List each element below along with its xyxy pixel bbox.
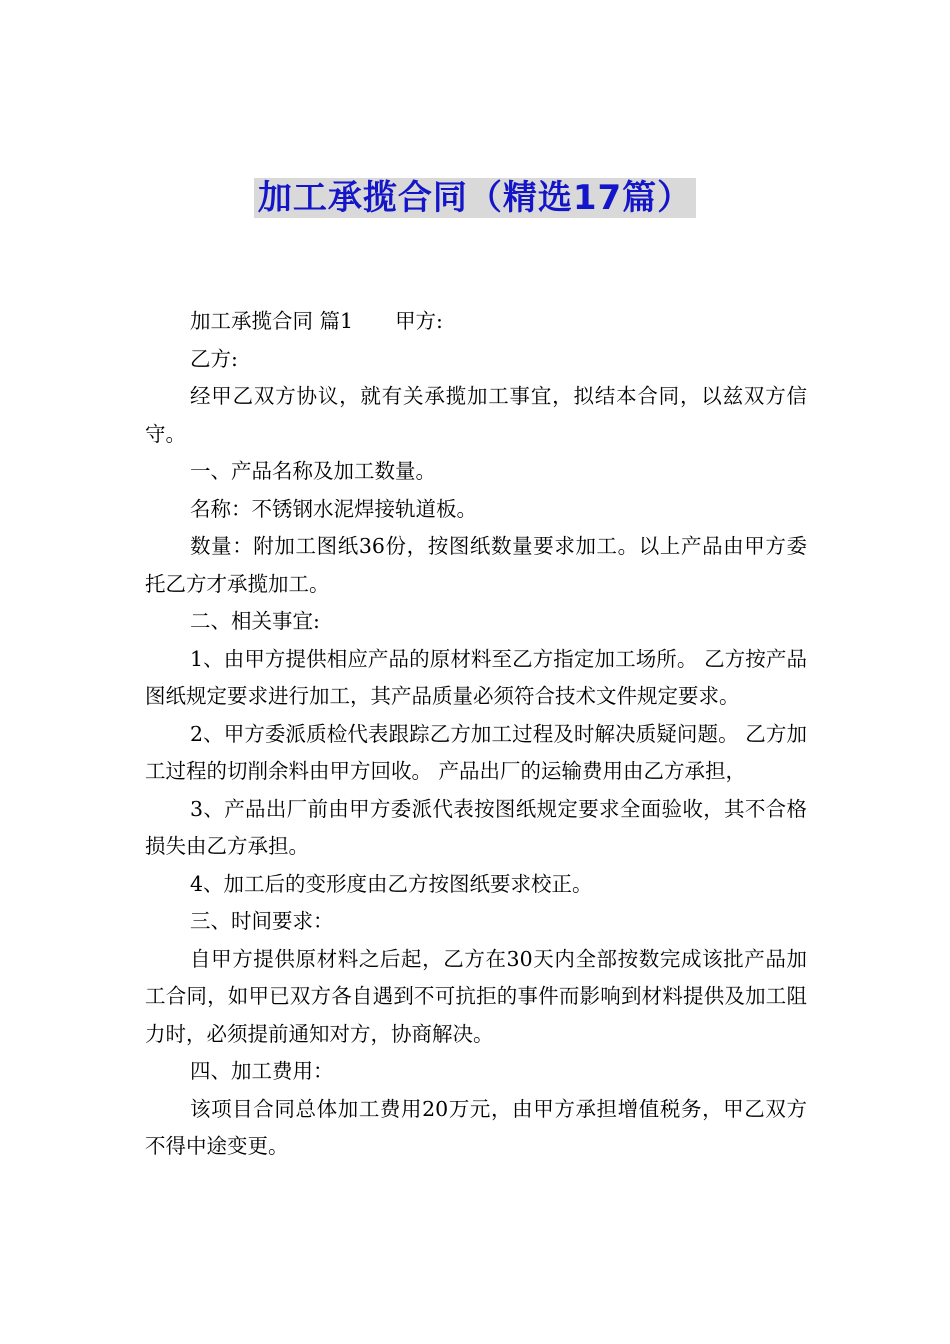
paragraph: 该项目合同总体加工费用20万元，由甲方承担增值税务，甲乙双方不得中途变更。: [145, 1096, 807, 1158]
paragraph: 一、产品名称及加工数量。: [190, 459, 436, 483]
paragraph: 数量：附加工图纸36份，按图纸数量要求加工。以上产品由甲方委托乙方才承揽加工。: [145, 534, 807, 596]
paragraph: 3、产品出厂前由甲方委派代表按图纸规定要求全面验收，其不合格损失由乙方承担。: [145, 796, 807, 858]
document-title: 加工承揽合同（精选17篇）: [254, 178, 696, 218]
paragraph: 4、加工后的变形度由乙方按图纸要求校正。: [190, 871, 593, 896]
section-heading: 加工承揽合同 篇1: [190, 309, 354, 333]
party-a-label: 甲方:: [395, 309, 443, 333]
document-body: [145, 303, 807, 1166]
paragraph: 1、由甲方提供相应产品的原材料至乙方指定加工场所。 乙方按产品图纸规定要求进行加工，其产品质量必须符合技术文件规定要求。: [145, 646, 807, 708]
paragraph: 四、加工费用：: [190, 1059, 334, 1083]
paragraph: 乙方:: [190, 346, 238, 371]
paragraph: 自甲方提供原材料之后起，乙方在30天内全部按数完成该批产品加工合同，如甲已双方各自遇到不可抗拒的事件而影响到材料提供及加工阻力时，必须提前通知对方，协商解决。: [145, 946, 807, 1046]
paragraph: 经甲乙双方协议，就有关承揽加工事宜，拟结本合同，以兹双方信守。: [145, 384, 807, 446]
paragraph: 三、时间要求：: [190, 909, 334, 933]
title-container: [0, 178, 950, 218]
paragraph: 名称：不锈钢水泥焊接轨道板。: [190, 496, 477, 521]
paragraph: 2、甲方委派质检代表跟踪乙方加工过程及时解决质疑问题。 乙方加工过程的切削余料由甲方回收。 产品出厂的运输费用由乙方承担，: [145, 721, 807, 783]
paragraph: 二、相关事宜:: [190, 609, 320, 633]
paragraph-heading-1: [145, 303, 807, 341]
